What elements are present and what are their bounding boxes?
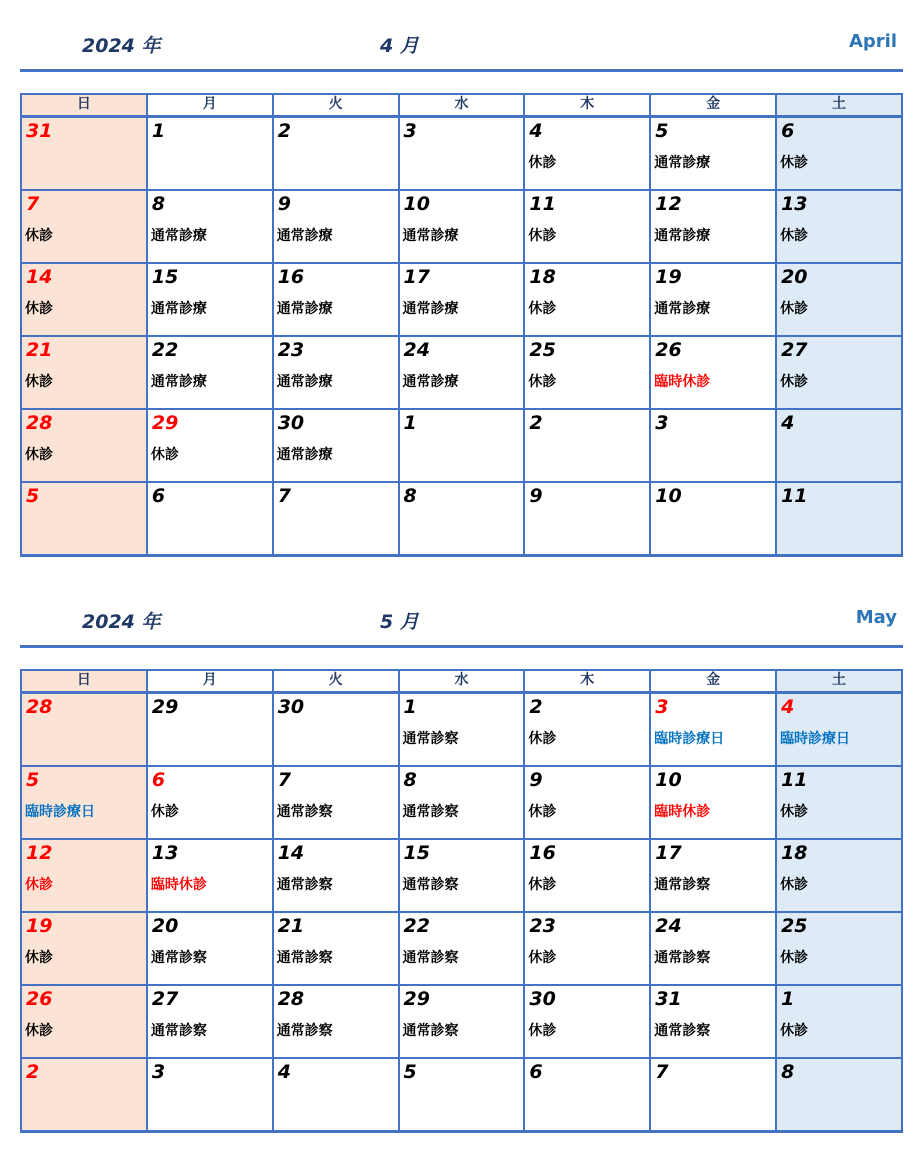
- day-number: 5: [26, 485, 40, 507]
- day-status: 通常診療: [654, 301, 711, 317]
- day-cell: [776, 336, 902, 409]
- day-cell: [21, 912, 147, 985]
- day-number: 29: [151, 412, 179, 434]
- week-row: [21, 263, 902, 336]
- day-number: 7: [277, 485, 291, 507]
- day-status: 休診: [780, 155, 809, 171]
- day-number: 6: [151, 485, 166, 507]
- day-cell: [273, 912, 399, 985]
- day-number: 30: [277, 412, 305, 434]
- week-row: [21, 839, 902, 912]
- day-cell: [524, 190, 650, 263]
- week-row: [21, 117, 902, 191]
- day-number: 8: [151, 193, 166, 215]
- weekday-header: 土: [776, 94, 902, 117]
- day-cell: [776, 766, 902, 839]
- day-number: 24: [655, 915, 682, 937]
- day-cell: [776, 985, 902, 1058]
- day-cell: [21, 985, 147, 1058]
- day-status: 休診: [780, 301, 809, 317]
- day-status: 休診: [25, 447, 53, 463]
- month-english-label: April: [848, 31, 897, 52]
- day-number: 29: [403, 988, 430, 1010]
- day-number: 3: [655, 412, 669, 434]
- day-number: 1: [403, 412, 417, 434]
- day-number: 19: [655, 266, 682, 288]
- day-status: 通常診療: [402, 301, 459, 317]
- day-number: 1: [781, 988, 795, 1010]
- day-cell: [650, 912, 776, 985]
- day-number: 19: [26, 915, 53, 937]
- day-cell: [147, 336, 273, 409]
- weekday-header: 水: [399, 94, 525, 117]
- day-status: 臨時休診: [150, 877, 207, 893]
- day-cell: [399, 263, 525, 336]
- day-number: 14: [26, 266, 53, 288]
- weekday-header: 日: [21, 94, 147, 117]
- day-status: 休診: [528, 1023, 557, 1039]
- day-number: 4: [529, 120, 543, 142]
- day-number: 2: [529, 412, 543, 434]
- day-number: 9: [277, 193, 291, 215]
- day-cell: [776, 912, 902, 985]
- day-cell: [21, 839, 147, 912]
- calendar-grid: [20, 669, 903, 1133]
- month-label: 4 月: [380, 35, 419, 57]
- day-number: 30: [277, 696, 305, 718]
- day-status: 臨時診療日: [654, 731, 725, 747]
- month-header: [20, 25, 903, 72]
- day-status: 臨時診療日: [780, 731, 851, 747]
- day-status: 休診: [25, 374, 53, 390]
- day-cell: [650, 190, 776, 263]
- day-cell: [21, 409, 147, 482]
- weekday-header: 月: [147, 94, 273, 117]
- day-number: 22: [403, 915, 430, 937]
- day-number: 23: [529, 915, 556, 937]
- day-status: 休診: [25, 228, 53, 244]
- day-cell: [776, 482, 902, 556]
- day-number: 6: [781, 120, 795, 142]
- day-status: 通常診察: [276, 877, 333, 893]
- day-number: 12: [26, 842, 53, 864]
- day-cell: [650, 336, 776, 409]
- day-cell: [273, 985, 399, 1058]
- day-number: 28: [277, 988, 305, 1010]
- day-cell: [147, 839, 273, 912]
- day-number: 11: [529, 193, 556, 215]
- day-number: 9: [529, 485, 543, 507]
- day-cell: [399, 117, 525, 191]
- day-number: 27: [781, 339, 808, 361]
- day-status: 通常診察: [654, 950, 711, 966]
- day-cell: [650, 766, 776, 839]
- day-number: 7: [26, 193, 40, 215]
- day-number: 8: [781, 1061, 795, 1083]
- day-number: 26: [26, 988, 53, 1010]
- day-number: 2: [277, 120, 291, 142]
- day-number: 4: [781, 412, 795, 434]
- day-number: 10: [655, 485, 682, 507]
- day-cell: [399, 409, 525, 482]
- day-cell: [399, 693, 525, 767]
- day-number: 23: [277, 339, 305, 361]
- day-cell: [21, 263, 147, 336]
- day-status: 休診: [780, 877, 809, 893]
- week-row: [21, 409, 902, 482]
- weekday-header: 金: [650, 94, 776, 117]
- day-status: 休診: [780, 804, 809, 820]
- day-number: 8: [403, 769, 417, 791]
- day-cell: [650, 1058, 776, 1132]
- day-cell: [524, 985, 650, 1058]
- day-cell: [147, 409, 273, 482]
- day-cell: [776, 117, 902, 191]
- day-cell: [147, 1058, 273, 1132]
- day-status: 休診: [780, 1023, 809, 1039]
- weekday-header: 木: [524, 670, 650, 693]
- weekday-header-row: [21, 94, 902, 117]
- day-cell: [399, 336, 525, 409]
- day-status: 通常診療: [276, 374, 333, 390]
- day-number: 30: [529, 988, 556, 1010]
- day-cell: [399, 839, 525, 912]
- day-number: 3: [403, 120, 417, 142]
- day-number: 10: [403, 193, 430, 215]
- day-cell: [273, 117, 399, 191]
- day-number: 6: [151, 769, 166, 791]
- day-cell: [273, 409, 399, 482]
- day-cell: [147, 766, 273, 839]
- day-status: 通常診察: [402, 950, 459, 966]
- day-number: 17: [403, 266, 430, 288]
- day-number: 12: [655, 193, 682, 215]
- year-label: 2024 年: [82, 611, 161, 633]
- day-cell: [524, 336, 650, 409]
- day-cell: [524, 693, 650, 767]
- day-number: 3: [655, 696, 669, 718]
- day-number: 15: [151, 266, 179, 288]
- day-cell: [650, 409, 776, 482]
- day-cell: [21, 693, 147, 767]
- day-number: 22: [151, 339, 179, 361]
- weekday-header: 水: [399, 670, 525, 693]
- day-number: 11: [781, 485, 808, 507]
- day-cell: [399, 190, 525, 263]
- day-cell: [147, 693, 273, 767]
- day-status: 休診: [25, 950, 53, 966]
- month-header: [20, 601, 903, 648]
- day-status: 休診: [528, 301, 557, 317]
- day-status: 通常診療: [654, 155, 711, 171]
- day-cell: [399, 1058, 525, 1132]
- day-cell: [21, 336, 147, 409]
- day-status: 休診: [780, 228, 809, 244]
- day-cell: [399, 766, 525, 839]
- day-cell: [650, 263, 776, 336]
- day-number: 7: [655, 1061, 669, 1083]
- day-number: 20: [151, 915, 179, 937]
- day-status: 休診: [528, 877, 557, 893]
- day-status: 通常診療: [150, 301, 207, 317]
- week-row: [21, 482, 902, 556]
- day-number: 21: [26, 339, 53, 361]
- day-status: 通常診療: [654, 228, 711, 244]
- day-number: 31: [655, 988, 682, 1010]
- day-status: 休診: [528, 804, 557, 820]
- week-row: [21, 912, 902, 985]
- month-english-label: May: [855, 607, 897, 628]
- day-cell: [273, 839, 399, 912]
- day-cell: [147, 117, 273, 191]
- day-cell: [147, 482, 273, 556]
- week-row: [21, 336, 902, 409]
- weekday-header: 月: [147, 670, 273, 693]
- day-number: 17: [655, 842, 682, 864]
- day-number: 16: [277, 266, 305, 288]
- day-status: 通常診療: [402, 228, 459, 244]
- day-status: 通常診察: [276, 950, 333, 966]
- day-status: 通常診療: [276, 447, 333, 463]
- day-status: 臨時休診: [654, 804, 711, 820]
- day-number: 18: [781, 842, 808, 864]
- weekday-header: 土: [776, 670, 902, 693]
- day-number: 1: [151, 120, 166, 142]
- day-cell: [273, 1058, 399, 1132]
- day-status: 臨時診療日: [25, 804, 95, 820]
- day-cell: [399, 482, 525, 556]
- day-cell: [524, 912, 650, 985]
- weekday-header: 金: [650, 670, 776, 693]
- day-number: 5: [403, 1061, 417, 1083]
- year-label: 2024 年: [82, 35, 161, 57]
- day-number: 6: [529, 1061, 543, 1083]
- day-cell: [650, 693, 776, 767]
- week-row: [21, 190, 902, 263]
- day-status: 通常診察: [276, 1023, 333, 1039]
- day-number: 21: [277, 915, 305, 937]
- day-status: 通常診察: [150, 1023, 207, 1039]
- day-number: 25: [529, 339, 556, 361]
- day-status: 休診: [25, 1023, 53, 1039]
- day-number: 24: [403, 339, 430, 361]
- day-number: 18: [529, 266, 556, 288]
- week-row: [21, 985, 902, 1058]
- day-number: 9: [529, 769, 543, 791]
- day-status: 通常診療: [150, 228, 207, 244]
- weekday-header: 木: [524, 94, 650, 117]
- day-number: 2: [26, 1061, 40, 1083]
- day-cell: [650, 117, 776, 191]
- day-status: 通常診療: [402, 374, 459, 390]
- day-cell: [524, 117, 650, 191]
- day-cell: [147, 912, 273, 985]
- week-row: [21, 766, 902, 839]
- day-cell: [776, 839, 902, 912]
- day-cell: [273, 190, 399, 263]
- day-number: 4: [277, 1061, 291, 1083]
- day-cell: [21, 1058, 147, 1132]
- day-cell: [524, 839, 650, 912]
- day-status: 通常診察: [402, 877, 459, 893]
- weekday-header: 火: [273, 670, 399, 693]
- day-status: 通常診察: [654, 1023, 711, 1039]
- day-cell: [21, 766, 147, 839]
- day-number: 26: [655, 339, 682, 361]
- month-label: 5 月: [380, 611, 419, 633]
- day-number: 2: [529, 696, 543, 718]
- day-number: 13: [151, 842, 179, 864]
- day-number: 16: [529, 842, 556, 864]
- day-status: 通常診察: [276, 804, 333, 820]
- day-status: 通常診察: [150, 950, 207, 966]
- day-number: 28: [26, 696, 53, 718]
- day-number: 15: [403, 842, 430, 864]
- day-cell: [273, 766, 399, 839]
- day-number: 28: [26, 412, 53, 434]
- day-number: 31: [26, 120, 53, 142]
- day-cell: [776, 263, 902, 336]
- day-status: 休診: [25, 877, 53, 893]
- day-status: 休診: [528, 731, 557, 747]
- day-cell: [273, 482, 399, 556]
- day-number: 13: [781, 193, 808, 215]
- day-number: 27: [151, 988, 179, 1010]
- day-status: 休診: [25, 301, 53, 317]
- day-cell: [650, 839, 776, 912]
- weekday-header-row: [21, 670, 902, 693]
- day-cell: [399, 912, 525, 985]
- day-cell: [147, 985, 273, 1058]
- day-status: 休診: [528, 228, 557, 244]
- day-number: 5: [655, 120, 669, 142]
- day-status: 通常診察: [402, 731, 459, 747]
- day-status: 休診: [780, 374, 809, 390]
- day-number: 14: [277, 842, 305, 864]
- weekday-header: 火: [273, 94, 399, 117]
- day-cell: [524, 766, 650, 839]
- day-status: 休診: [528, 950, 557, 966]
- day-cell: [147, 190, 273, 263]
- day-status: 通常診察: [402, 804, 459, 820]
- day-cell: [524, 409, 650, 482]
- day-cell: [776, 190, 902, 263]
- day-status: 臨時休診: [654, 374, 711, 390]
- day-cell: [650, 985, 776, 1058]
- day-status: 休診: [528, 155, 557, 171]
- day-cell: [273, 336, 399, 409]
- day-cell: [776, 409, 902, 482]
- day-cell: [524, 263, 650, 336]
- day-status: 休診: [150, 804, 179, 820]
- day-number: 11: [781, 769, 808, 791]
- day-number: 25: [781, 915, 808, 937]
- day-status: 休診: [528, 374, 557, 390]
- day-number: 29: [151, 696, 179, 718]
- day-cell: [399, 985, 525, 1058]
- day-cell: [524, 1058, 650, 1132]
- day-status: 通常診療: [150, 374, 207, 390]
- day-number: 8: [403, 485, 417, 507]
- day-cell: [147, 263, 273, 336]
- day-number: 20: [781, 266, 808, 288]
- day-cell: [524, 482, 650, 556]
- day-cell: [273, 693, 399, 767]
- day-status: 休診: [150, 447, 179, 463]
- day-cell: [21, 190, 147, 263]
- day-status: 通常診療: [276, 301, 333, 317]
- day-number: 5: [26, 769, 40, 791]
- day-status: 通常診療: [276, 228, 333, 244]
- day-status: 通常診察: [402, 1023, 459, 1039]
- day-number: 4: [781, 696, 795, 718]
- calendar-grid: [20, 93, 903, 557]
- day-cell: [776, 1058, 902, 1132]
- weekday-header: 日: [21, 670, 147, 693]
- day-status: 通常診察: [654, 877, 711, 893]
- day-number: 7: [277, 769, 291, 791]
- day-cell: [776, 693, 902, 767]
- day-cell: [21, 482, 147, 556]
- day-cell: [650, 482, 776, 556]
- week-row: [21, 693, 902, 767]
- day-cell: [273, 263, 399, 336]
- day-number: 3: [151, 1061, 166, 1083]
- day-number: 1: [403, 696, 417, 718]
- week-row: [21, 1058, 902, 1132]
- day-status: 休診: [780, 950, 809, 966]
- day-cell: [21, 117, 147, 191]
- day-number: 10: [655, 769, 682, 791]
